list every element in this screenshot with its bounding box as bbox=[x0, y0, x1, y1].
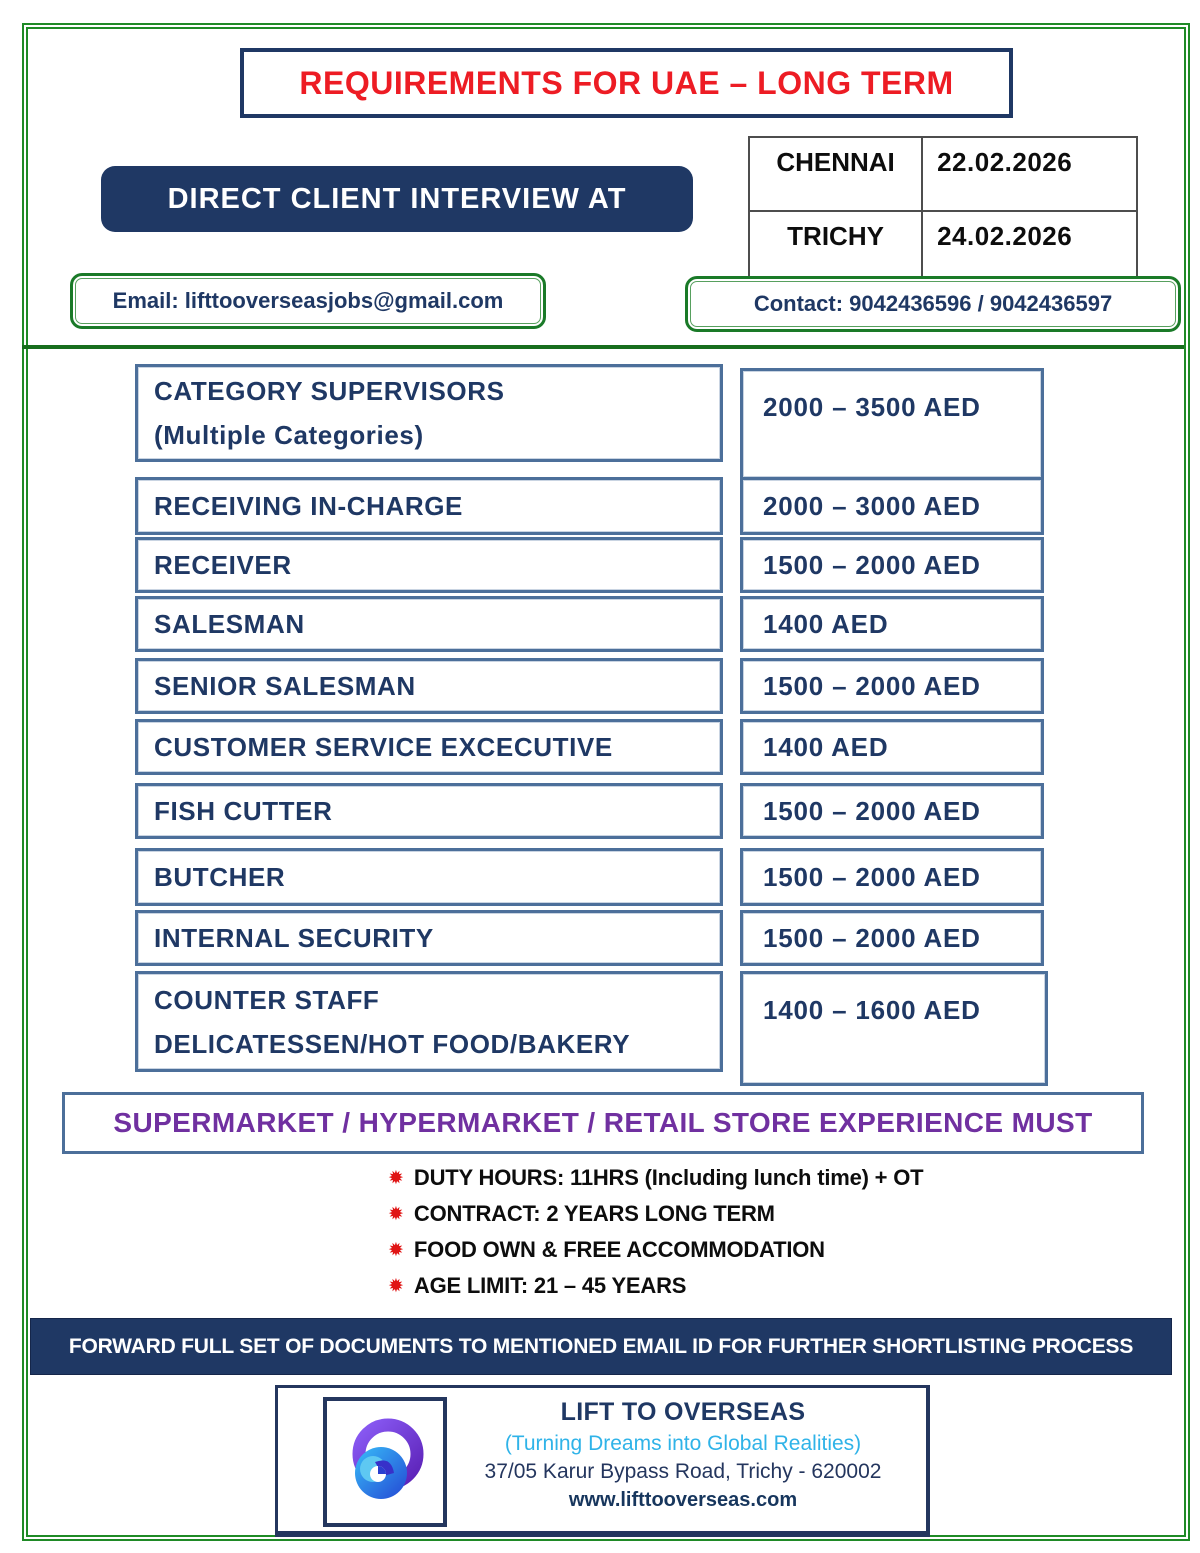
job-title-box bbox=[135, 971, 723, 1072]
forward-note: FORWARD FULL SET OF DOCUMENTS TO MENTIONED EMAIL ID FOR FURTHER SHORTLISTING PROCESS bbox=[68, 1334, 1134, 1358]
schedule-date: 24.02.2026 bbox=[922, 211, 1137, 285]
job-title: SALESMAN bbox=[154, 609, 305, 639]
job-salary: 1400 – 1600 AED bbox=[763, 995, 981, 1025]
job-title-box bbox=[135, 596, 723, 652]
list-item bbox=[388, 1196, 923, 1232]
job-salary-box bbox=[740, 719, 1044, 775]
agency-address: 37/05 Karur Bypass Road, Trichy - 620002 bbox=[484, 1460, 882, 1483]
lift-to-overseas-logo-icon bbox=[335, 1410, 435, 1514]
job-title: CATEGORY SUPERVISORS bbox=[154, 376, 505, 406]
terms-list bbox=[388, 1160, 923, 1304]
schedule-date: 22.02.2026 bbox=[922, 137, 1137, 211]
job-salary: 1500 – 2000 AED bbox=[763, 796, 981, 826]
list-item bbox=[388, 1160, 923, 1196]
agency-name: LIFT TO OVERSEAS bbox=[560, 1398, 806, 1426]
job-title: RECEIVING IN-CHARGE bbox=[154, 491, 463, 521]
job-salary-box bbox=[740, 848, 1044, 906]
section-divider bbox=[22, 345, 1184, 349]
interview-dates-table bbox=[748, 136, 1138, 286]
job-title: CUSTOMER SERVICE EXCECUTIVE bbox=[154, 732, 613, 762]
job-title-box bbox=[135, 848, 723, 906]
contact-text: Contact: 9042436596 / 9042436597 bbox=[753, 291, 1113, 316]
job-title-box bbox=[135, 658, 723, 714]
job-salary-box bbox=[740, 658, 1044, 714]
agency-info bbox=[453, 1394, 913, 1512]
agency-footer-box bbox=[275, 1385, 930, 1537]
agency-logo-frame bbox=[323, 1397, 447, 1527]
job-title: RECEIVER bbox=[154, 550, 292, 580]
star-bullet-icon: ✹ bbox=[388, 1275, 404, 1297]
interview-banner bbox=[101, 166, 693, 232]
list-item bbox=[388, 1232, 923, 1268]
job-salary-box bbox=[740, 783, 1044, 839]
job-salary: 1400 AED bbox=[763, 732, 889, 762]
job-title-box bbox=[135, 537, 723, 593]
job-salary-box bbox=[740, 971, 1048, 1086]
job-title: BUTCHER bbox=[154, 862, 286, 892]
job-salary: 2000 – 3000 AED bbox=[763, 491, 981, 521]
job-salary-box bbox=[740, 477, 1044, 535]
job-title-box bbox=[135, 364, 723, 462]
term-text: DUTY HOURS: 11HRS (Including lunch time) + OT bbox=[413, 1165, 924, 1190]
job-salary: 1500 – 2000 AED bbox=[763, 671, 981, 701]
job-title-box bbox=[135, 719, 723, 775]
job-salary-box bbox=[740, 368, 1044, 480]
job-salary: 1400 AED bbox=[763, 609, 889, 639]
job-title: SENIOR SALESMAN bbox=[154, 671, 416, 701]
agency-website: www.lifttooverseas.com bbox=[568, 1489, 798, 1511]
job-salary: 1500 – 2000 AED bbox=[763, 550, 981, 580]
term-text: AGE LIMIT: 21 – 45 YEARS bbox=[413, 1273, 687, 1298]
forward-documents-banner bbox=[30, 1318, 1172, 1375]
job-salary-box bbox=[740, 537, 1044, 593]
job-subtitle: (Multiple Categories) bbox=[154, 420, 424, 450]
job-salary-box bbox=[740, 596, 1044, 652]
job-salary-box bbox=[740, 910, 1044, 966]
flyer-title-box bbox=[240, 48, 1013, 118]
schedule-city: CHENNAI bbox=[749, 137, 922, 211]
flyer-title: REQUIREMENTS FOR UAE – LONG TERM bbox=[299, 64, 954, 101]
job-title: COUNTER STAFF bbox=[154, 984, 380, 1015]
experience-note-banner bbox=[62, 1092, 1144, 1154]
job-title: FISH CUTTER bbox=[154, 796, 333, 826]
job-salary: 2000 – 3500 AED bbox=[763, 392, 981, 422]
star-bullet-icon: ✹ bbox=[388, 1203, 404, 1225]
job-salary: 1500 – 2000 AED bbox=[763, 862, 981, 892]
schedule-city: TRICHY bbox=[749, 211, 922, 285]
email-box bbox=[70, 273, 546, 329]
email-text: Email: lifttooverseasjobs@gmail.com bbox=[112, 288, 504, 313]
term-text: CONTRACT: 2 YEARS LONG TERM bbox=[413, 1201, 775, 1226]
job-title-box bbox=[135, 783, 723, 839]
star-bullet-icon: ✹ bbox=[388, 1239, 404, 1261]
agency-tagline: (Turning Dreams into Global Realities) bbox=[504, 1432, 862, 1455]
job-subtitle: DELICATESSEN/HOT FOOD/BAKERY bbox=[154, 1028, 631, 1059]
job-title-box bbox=[135, 910, 723, 966]
table-row bbox=[749, 137, 1137, 211]
experience-note: SUPERMARKET / HYPERMARKET / RETAIL STORE EXPERIENCE MUST bbox=[113, 1107, 1093, 1138]
contact-box bbox=[685, 276, 1181, 332]
job-salary: 1500 – 2000 AED bbox=[763, 923, 981, 953]
job-title-box bbox=[135, 477, 723, 535]
job-title: INTERNAL SECURITY bbox=[154, 923, 434, 953]
table-row bbox=[749, 211, 1137, 285]
star-bullet-icon: ✹ bbox=[388, 1167, 404, 1189]
interview-banner-label: DIRECT CLIENT INTERVIEW AT bbox=[167, 182, 627, 215]
term-text: FOOD OWN & FREE ACCOMMODATION bbox=[413, 1237, 825, 1262]
list-item bbox=[388, 1268, 923, 1304]
